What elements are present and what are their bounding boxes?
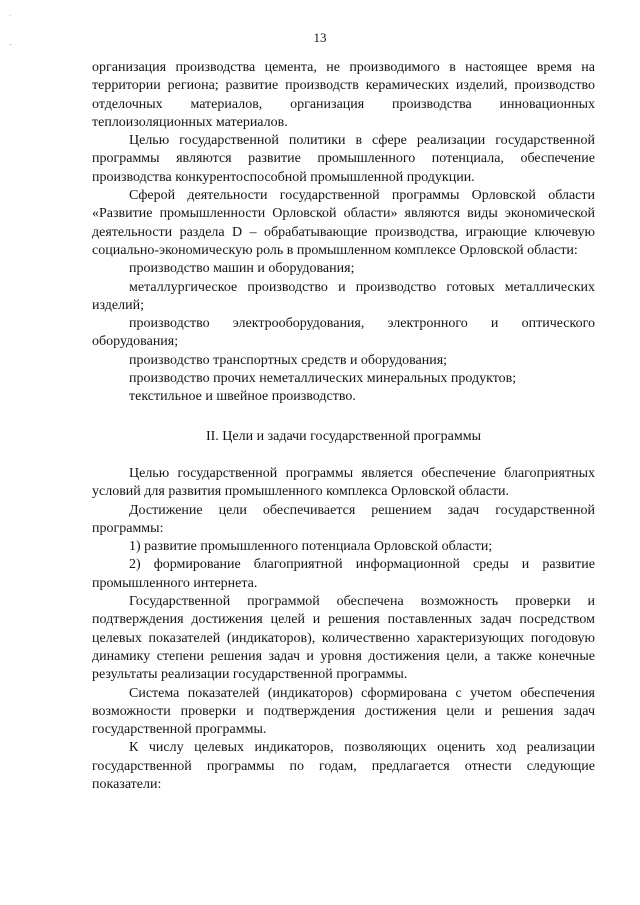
- list-item: текстильное и швейное производство.: [129, 389, 356, 405]
- page-number: 13: [313, 30, 327, 45]
- paragraph-program-goal: Целью государственной программы является обеспечение благоприятных условий для развития промышленного комплекса Орловской области.: [92, 465, 595, 500]
- paragraph-scope: Сферой деятельности государственной программы Орловской области «Развитие промышленности Орловской области» являются виды экономической деятельности раздела D – обрабатывающие производства, играющие ключевую социально-экономическую роль в промышленном комплексе Орловской области:: [92, 188, 595, 258]
- paragraph-policy-goal: Целью государственной политики в сфере реализации государственной программы являются развитие промышленного потенциала, обеспечение производства конкурентоспособной промышленной продукции.: [92, 133, 595, 185]
- task-item: 1) развитие промышленного потенциала Орловской области;: [129, 539, 493, 555]
- list-item: металлургическое производство и производство готовых металлических изделий;: [92, 279, 595, 313]
- paragraph-verification: Государственной программой обеспечена возможность проверки и подтверждения достижения целей и решения поставленных задач посредством целевых показателей (индикаторов), количественно характеризующих погодовую динамику степени решения задач и уровня достижения цели, а также конечные результаты реализации государственной программы.: [92, 594, 595, 683]
- section-heading: II. Цели и задачи государственной программы: [205, 428, 482, 444]
- document-body: [92, 59, 595, 794]
- task-item: 2) формирование благоприятной информационной среды и развитие промышленного интернета.: [92, 557, 595, 591]
- list-item: производство электрооборудования, электронного и оптического оборудования;: [92, 316, 595, 350]
- paragraph-continuation: организация производства цемента, не производимого в настоящее время на территории региона; развитие производств керамических изделий, производство отделочных материалов, организация производства инновационных теплоизоляционных материалов.: [92, 60, 595, 130]
- paragraph-indicators-intro: К числу целевых индикаторов, позволяющих оценить ход реализации государственной программы по годам, предлагается отнести следующие показатели:: [92, 740, 595, 792]
- list-item: производство прочих неметаллических минеральных продуктов;: [129, 371, 517, 387]
- paragraph-tasks-intro: Достижение цели обеспечивается решением задач государственной программы:: [92, 502, 595, 536]
- paragraph-indicator-system: Система показателей (индикаторов) сформирована с учетом обеспечения возможности проверки и подтверждения достижения цели и решения задач государственной программы.: [92, 685, 595, 738]
- scan-mark: -: [9, 40, 12, 49]
- list-item: производство транспортных средств и оборудования;: [129, 352, 448, 368]
- list-item: производство машин и оборудования;: [129, 261, 355, 277]
- scan-mark: `: [9, 14, 12, 23]
